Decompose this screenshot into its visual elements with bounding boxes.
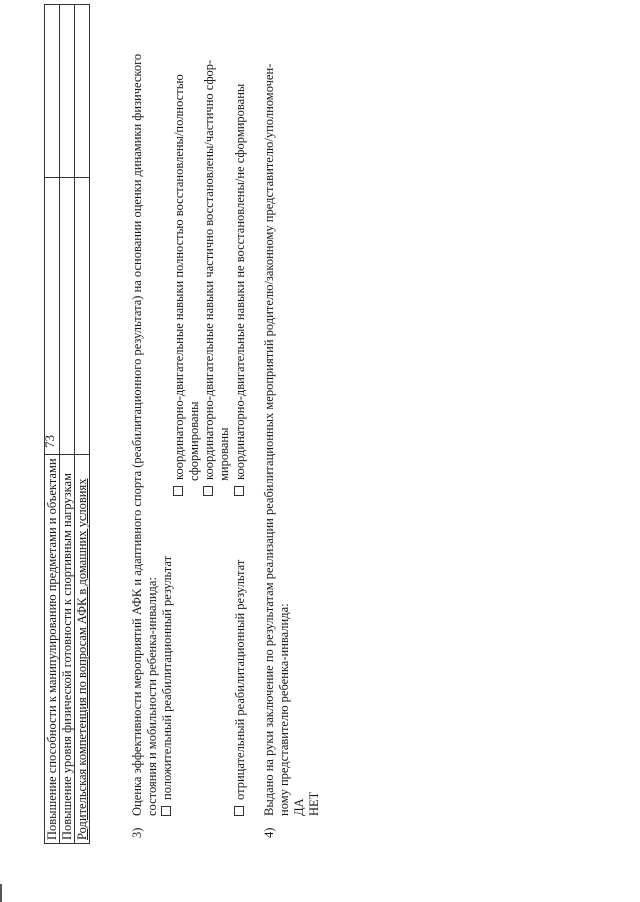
positive-sub-option-1: [172, 74, 187, 496]
table-cell: [75, 5, 90, 178]
table-cell: [60, 178, 75, 455]
section-3-text-line1: Оценка эффективности мероприятий АФК и адаптивного спорта (реабилитационного результата) на основании оценки динамики физического: [130, 53, 144, 816]
option-text-line2: сформированы: [187, 401, 201, 481]
negative-result-label: отрицательный реабилитационный результат: [233, 559, 247, 800]
checkbox-icon[interactable]: [234, 486, 244, 496]
scan-mark: [0, 884, 2, 902]
table-cell-label: [75, 455, 90, 844]
table-row: [45, 5, 60, 844]
table-cell: [60, 5, 75, 178]
positive-sub-option-2: [202, 60, 217, 496]
table-cell-label: Повышение уровня физической готовности к спортивным нагрузкам: [60, 455, 75, 844]
section-4-number: 4): [262, 827, 276, 838]
table-row: [75, 5, 90, 844]
option-text-line1: координаторно-двигательные навыки полностью восстановлены/полностью: [172, 74, 186, 480]
positive-result-option: [160, 556, 175, 816]
table-cell: [45, 178, 60, 455]
checkbox-icon[interactable]: [234, 806, 244, 816]
table-cell: [45, 5, 60, 178]
option-text-line1: координаторно-двигательные навыки частично восстановлены/частично сфор-: [202, 59, 216, 480]
page-number: 73: [42, 435, 57, 448]
negative-sub-option: [233, 84, 248, 496]
section-4-text-line1: Выдано на руки заключение по результатам реализации реабилитационных мероприятий родителю/законному представителю/уполномочен-: [262, 63, 276, 816]
section-3-text-line2: состояния и мобильности ребенка-инвалида:: [145, 577, 159, 816]
checkbox-icon[interactable]: [203, 486, 213, 496]
option-text-line2: мированы: [217, 427, 231, 481]
checkbox-icon[interactable]: [161, 806, 171, 816]
section-4-text-line2: ному представителю ребенка-инвалида:: [277, 603, 291, 816]
option-text: координаторно-двигательные навыки не восстановлены/не сформированы: [233, 83, 247, 480]
section-3-number: 3): [130, 827, 144, 838]
answer-yes: ДА: [292, 798, 306, 816]
positive-result-label: положительный реабилитационный результат: [160, 555, 174, 800]
checkbox-icon[interactable]: [173, 486, 183, 496]
results-table: [44, 4, 90, 844]
table-row: [60, 5, 75, 844]
table-cell-label: Повышение способности к манипулированию предметами и объектами: [45, 455, 60, 844]
negative-result-option: [233, 560, 248, 816]
answer-no: НЕТ: [307, 791, 321, 816]
table-cell: [75, 178, 90, 455]
table-cell-text: Родительская компетенция по вопросам АФК в домашних условиях: [75, 478, 89, 840]
